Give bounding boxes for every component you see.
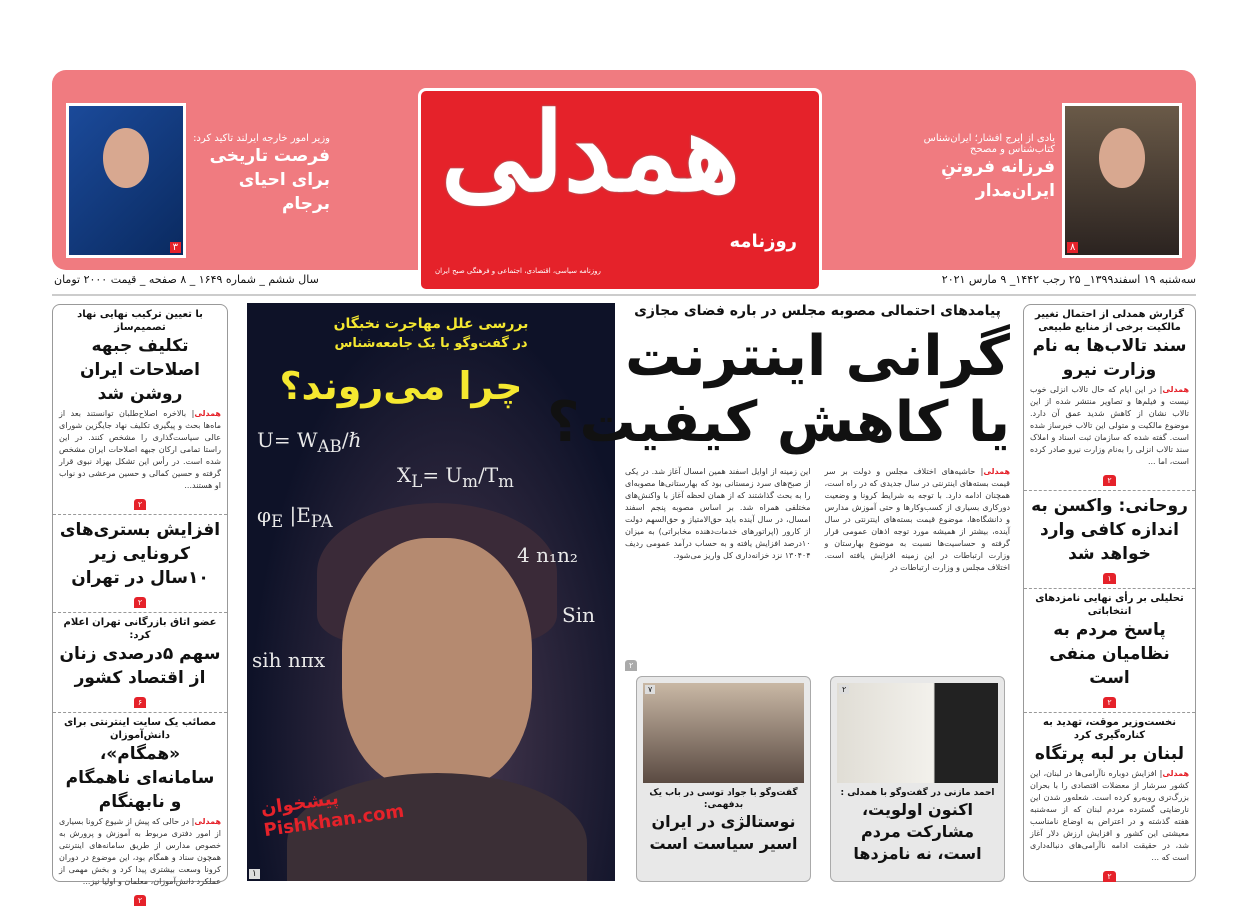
- article-body: در این ایام که حال تالاب انزلی خوب نیست و فیلم‌ها و تصاویر منتشر شده از این تالاب نشان از کاهش شدید عمق آن دارد. موضوع مالکیت و متولی این تالاب خبرساز شده است. گفته شده که سازمان ثبت اسناد و املاک سند تالاب انزلی را به‌نام وزارت نیرو صادر کرده است، اما ...: [1030, 385, 1189, 466]
- lead-body: حاشیه‌های اختلاف مجلس و دولت بر سر قیمت بسته‌های اینترنتی در سال جدیدی که در راه است، همچنان ادامه دارد. با توجه به شرایط کرونا و وضعیت دورکاری بسیاری از کسب‌وکارها و حتی آموزش مدارس و دانشگاه‌ها، موضوع قیمت بسته‌های اینترنتی در سال آینده، بیشتر از همیشه مورد توجه اذهان عمومی قرار گرفته و حساسیت‌ها نسبت به موضوع بهارستان و وزارت ارتباطات در این زمینه افزایش یافته است. اختلاف مجلس و وزارت ارتباطات در: [824, 467, 1010, 572]
- teaser-kicker: وزیر امور خارجه ایرلند تاکید کرد:: [193, 133, 330, 144]
- right-column: [1023, 304, 1196, 882]
- interview-card[interactable]: [830, 676, 1005, 882]
- teaser-headline: فرصت تاریخی برای احیای برجام: [209, 146, 330, 214]
- article-headline: «همگام»، سامانه‌ای ناهمگام و نابهنگام: [65, 744, 215, 812]
- article-headline: روحانی: واکسن به اندازه کافی وارد خواهد شد: [1031, 496, 1188, 564]
- article-kicker: نخست‌وزیر موقت، تهدید به کناره‌گیری کرد: [1043, 717, 1176, 741]
- page-ref: ۲: [1103, 475, 1115, 486]
- mazani-photo: [837, 683, 998, 783]
- article[interactable]: گزارش همدلی از احتمال تغییر مالکیت برخی از منابع طبیعی سند تالاب‌ها به نام وزارت نیرو همدلی| در این ایام که حال تالاب انزلی خوب نیست و فیلم‌ها و تصاویر منتشر شده از این تالاب نشان از کاهش شدید عمق آن دارد. موضوع مالکیت و متولی این تالاب خبرساز شده است. گفته شده که سازمان ثبت اسناد و املاک سند تالاب انزلی را به‌نام وزارت نیرو صادر کرده است، اما ... ۲: [1024, 305, 1195, 491]
- article-kicker: گزارش همدلی از احتمال تغییر مالکیت برخی از منابع طبیعی: [1034, 309, 1185, 333]
- article-kicker: مصائب یک سایت اینترنتی برای دانش‌آموزان: [63, 717, 217, 741]
- page-ref: ۱: [1103, 573, 1115, 584]
- article-body: بالاخره اصلاح‌طلبان توانستند بعد از ماه‌ها بحث و پیگیری تکلیف نهاد جایگزین شورای عالی سیاست‌گذاری را مشخص کنند. در این راستا تمامی ارکان جبهه اصلاحات ایران مشخص شده است. در رأس این تشکل بهزاد نبوی قرار گرفته و حسین کمالی و حسین مرعشی دو نواب او هستند...: [59, 409, 221, 490]
- source-label: همدلی: [1162, 385, 1189, 394]
- page-ref: ۸: [1067, 242, 1078, 253]
- lead-kicker: پیامدهای احتمالی مصوبه مجلس در باره فضای مجازی: [634, 303, 1001, 319]
- page-ref: ۲: [134, 499, 146, 510]
- article-headline: لبنان بر لبه پرتگاه: [1034, 744, 1185, 764]
- article-headline: پاسخ مردم به نظامیان منفی است: [1049, 620, 1170, 688]
- page-ref: ۱: [249, 869, 260, 879]
- page-ref: ۲: [1103, 697, 1115, 708]
- afshar-photo: [1062, 103, 1182, 258]
- cover-headline: چرا می‌روند؟: [279, 364, 523, 408]
- cover-kicker: در گفت‌وگو با یک جامعه‌شناس: [334, 336, 528, 351]
- left-column: [52, 304, 228, 905]
- left-teaser[interactable]: [190, 133, 330, 216]
- cover-kicker: بررسی علل مهاجرت نخبگان: [333, 316, 529, 332]
- article-kicker: با تعیین ترکیب نهایی نهاد تصمیم‌ساز: [77, 309, 203, 333]
- source-label: همدلی: [983, 467, 1010, 476]
- minister-photo: [66, 103, 186, 258]
- page-ref: ۳: [170, 242, 181, 253]
- article[interactable]: مصائب یک سایت اینترنتی برای دانش‌آموزان «همگام»، سامانه‌ای ناهمگام و نابهنگام همدلی| در حالی که پیش از شیوع کرونا بسیاری از امور دفتری مربوط به آموزش و پرورش به خصوص مدارس از طریق سامانه‌های اینترنتی همچون سناد و همگام بود، این موضوع در دوران کرونا وسعت بیشتری پیدا کرد و بخش مهمی از عملکرد دانش‌آموزان، معلمان و اولیا نیز... ۲: [59, 717, 221, 905]
- cover-story[interactable]: $U= W_{AB}/\hbar$ $X_L= U_m/T_m$ $\varphi_E$ $|E_{PA}$ 4 n₁n₂ Sin sih nπx بررسی علل مهاجرت نخبگان در گفت‌وگو با یک جامعه‌شناس چرا می‌روند؟ ۱: [247, 303, 615, 881]
- article-headline: سند تالاب‌ها به نام وزارت نیرو: [1032, 336, 1187, 380]
- page-ref: ۷: [645, 685, 655, 694]
- lead-story[interactable]: پیامدهای احتمالی مصوبه مجلس در باره فضای مجازی گرانی اینترنت یا کاهش کیفیت؟ همدلی| حاشیه‌های اختلاف مجلس و دولت بر سر قیمت بسته‌های اینترنتی در سال جدیدی که در راه است، همچنان ادامه دارد. با توجه به شرایط کرونا و وضعیت دورکاری بسیاری از کسب‌وکارها و حتی آموزش مدارس و دانشگاه‌ها، موضوع قیمت بسته‌های اینترنتی در سال آینده، بیشتر از همیشه مورد توجه اذهان عمومی قرار گرفته و حساسیت‌ها نسبت به موضوع بهارستان و وزارت ارتباطات در این زمینه افزایش یافته است. اختلاف مجلس و وزارت ارتباطات در این زمینه از اوایل اسفند همین امسال آغاز شد. در یکی از صبح‌های سرد زمستانی بود که بهارستانی‌ها مصوبه‌ای را به بحث گذاشتند که از همان لحظه آغاز با واکنش‌های مختلفی همراه شد. بر اساس مصوبه پنجم اسفند امسال، در سال آینده باید حق‌الامتیاز و حق‌السهم دولت از کارور (اپراتورهای خدمات‌دهنده مخابراتی) به میزان ۱۰درصد افزایش یافته و به حساب درآمد عمومی ردیف ۱۳۰۴۰۴ نزد خزانه‌داری کل واریز می‌شود. ۲: [547, 303, 1010, 670]
- tousi-photo: [643, 683, 804, 783]
- article-kicker: تحلیلی بر رأی نهایی نامزدهای انتخاباتی: [1035, 593, 1184, 617]
- watermark: پیشخوان Pishkhan.com: [259, 787, 406, 842]
- article[interactable]: [1024, 491, 1195, 589]
- lead-headline: گرانی اینترنت: [625, 324, 1010, 389]
- article-headline: سهم ۵درصدی زنان از اقتصاد کشور: [59, 644, 221, 688]
- issue-info: سال ششم _ شماره ۱۶۴۹ _ ۸ صفحه _ قیمت ۲۰۰۰ تومان: [54, 273, 319, 286]
- lead-headline: یا کاهش کیفیت؟: [547, 390, 1010, 455]
- page-ref: ۶: [134, 697, 146, 708]
- source-label: همدلی: [194, 817, 221, 826]
- page-ref: ۲: [134, 597, 146, 608]
- right-teaser[interactable]: [920, 133, 1055, 203]
- article[interactable]: [1024, 589, 1195, 713]
- teaser-kicker: یادی از ایرج افشار؛ ایران‌شناس کتاب‌شناس و مصحح: [923, 133, 1055, 155]
- interview-headline: نوستالژی در ایران اسیر سیاست است: [649, 812, 798, 853]
- page-ref: ۲: [134, 895, 146, 906]
- newspaper-logo: [418, 88, 822, 292]
- logo-wordmark: همدلی: [441, 90, 741, 216]
- dateline: سه‌شنبه ۱۹ اسفند۱۳۹۹_ ۲۵ رجب ۱۴۴۲_ ۹ مارس ۲۰۲۱: [941, 273, 1196, 286]
- article[interactable]: با تعیین ترکیب نهایی نهاد تصمیم‌ساز تکلیف جبهه اصلاحات ایران روشن شد همدلی| بالاخره اصلاح‌طلبان توانستند بعد از ماه‌ها بحث و پیگیری تکلیف نهاد جایگزین شورای عالی سیاست‌گذاری را مشخص کنند. در این راستا تمامی ارکان جبهه اصلاحات ایران مشخص شده است. در رأس این تشکل بهزاد نبوی قرار گرفته و حسین کمالی و حسین مرعشی دو نواب او هستند... ۲: [53, 305, 227, 515]
- interview-card[interactable]: [636, 676, 811, 882]
- article-headline: تکلیف جبهه اصلاحات ایران روشن شد: [80, 336, 200, 404]
- article-kicker: عضو اتاق بازرگانی تهران اعلام کرد:: [63, 617, 217, 641]
- interview-kicker: احمد مازنی در گفت‌وگو با همدلی :: [840, 788, 995, 798]
- lead-body: این زمینه از اوایل اسفند همین امسال آغاز شد. در یکی از صبح‌های سرد زمستانی بود که بهارستانی‌ها مصوبه‌ای را به بحث گذاشتند که از همان لحظه آغاز با واکنش‌های مختلفی همراه شد. بر اساس مصوبه پنجم اسفند امسال، در سال آینده باید حق‌الامتیاز و حق‌السهم دولت از کارور (اپراتورهای خدمات‌دهنده مخابراتی) به میزان ۱۰درصد افزایش یافته و به حساب درآمد عمومی ردیف ۱۳۰۴۰۴ نزد خزانه‌داری کل واریز می‌شود.: [625, 467, 811, 560]
- interview-headline: اکنون اولویت، مشارکت مردم است، نه نامزدها: [853, 800, 982, 863]
- page-ref: ۲: [839, 685, 849, 694]
- logo-tagline: روزنامه سیاسی، اقتصادی، اجتماعی و فرهنگی صبح ایران: [435, 267, 601, 275]
- page-ref: ۲: [1103, 871, 1115, 882]
- article-body: در حالی که پیش از شیوع کرونا بسیاری از امور دفتری مربوط به آموزش و پرورش به خصوص مدارس از طریق سامانه‌های اینترنتی همچون سناد و همگام بود، این موضوع در دوران کرونا وسعت بیشتری پیدا کرد و بخش مهمی از عملکرد دانش‌آموزان، معلمان و اولیا نیز...: [59, 817, 221, 886]
- article[interactable]: [53, 613, 227, 713]
- source-label: همدلی: [1162, 769, 1189, 778]
- page-ref: ۲: [625, 660, 637, 671]
- article[interactable]: [53, 515, 227, 613]
- article-headline: افزایش بستری‌های کرونایی زیر ۱۰سال در تهران: [59, 520, 221, 588]
- interview-kicker: گفت‌وگو با جواد توسی در باب یک بدفهمی:: [649, 788, 798, 810]
- source-label: همدلی: [194, 409, 221, 418]
- article-body: افزایش دوباره ناآرامی‌ها در لبنان، این کشور سرشار از معضلات اقتصادی را با بحران بزرگ‌تری روبه‌رو کرده است. شعله‌ور شدن این نارضایتی گسترده مردم لبنان که از سه‌شنبه هفته گذشته و در اعتراض به اوضاع نامناسب معیشتی این کشور و افزایش ارزش دلار آغاز شد، در حقیقت ادامه ناآرامی‌های دنباله‌داری است که ...: [1030, 769, 1189, 862]
- article[interactable]: نخست‌وزیر موقت، تهدید به کناره‌گیری کرد لبنان بر لبه پرتگاه همدلی| افزایش دوباره ناآرامی‌ها در لبنان، این کشور سرشار از معضلات اقتصادی را با بحران بزرگ‌تری روبه‌رو کرده است. شعله‌ور شدن این نارضایتی گسترده مردم لبنان که از سه‌شنبه هفته گذشته و در اعتراض به اوضاع نامناسب معیشتی این کشور و افزایش ارزش دلار آغاز شد، در حقیقت ادامه ناآرامی‌های دنباله‌داری است که ... ۲: [1030, 717, 1189, 881]
- logo-prefix: روزنامه: [729, 231, 797, 252]
- teaser-headline: فرزانه فروتنِ ایران‌مدار: [941, 157, 1055, 201]
- divider: [52, 294, 1196, 296]
